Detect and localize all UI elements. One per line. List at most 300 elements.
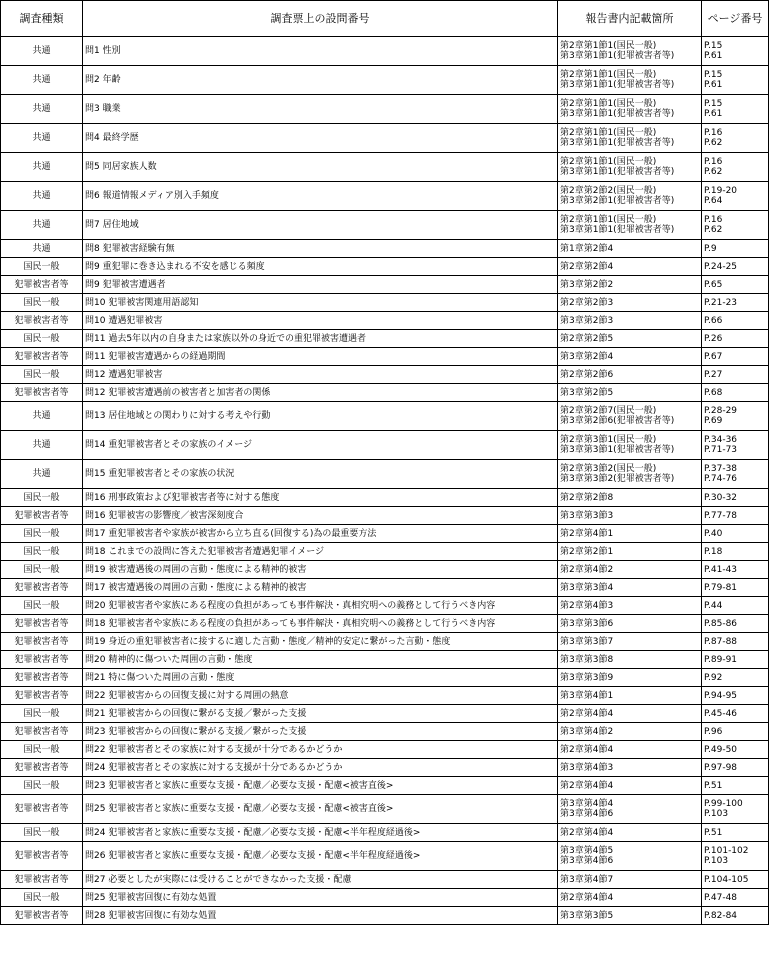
page-line: P.51 bbox=[704, 780, 723, 791]
cell-survey-type: 共通 bbox=[1, 153, 83, 182]
cell-page-number bbox=[702, 889, 769, 907]
table-row bbox=[1, 37, 769, 66]
page-line: P.77-78 bbox=[704, 510, 738, 521]
table-row bbox=[1, 348, 769, 366]
location-line: 第3章第4節3 bbox=[560, 762, 614, 773]
cell-report-location bbox=[558, 507, 702, 525]
cell-report-location bbox=[558, 723, 702, 741]
page-line: P.68 bbox=[704, 387, 723, 398]
location-line: 第2章第1節1(国民一般) bbox=[560, 128, 657, 138]
table-row bbox=[1, 153, 769, 182]
location-line: 第2章第2節5 bbox=[560, 333, 614, 344]
cell-question: 問1 性別 bbox=[83, 37, 558, 66]
table-row bbox=[1, 687, 769, 705]
page-line: P.66 bbox=[704, 315, 723, 326]
cell-report-location bbox=[558, 795, 702, 824]
cell-report-location bbox=[558, 124, 702, 153]
page-line: P.97-98 bbox=[704, 762, 738, 773]
location-line: 第3章第4節6 bbox=[560, 809, 614, 819]
cell-question: 問6 報道情報メディア別入手頻度 bbox=[83, 182, 558, 211]
table-row bbox=[1, 824, 769, 842]
cell-question: 問25 犯罪被害回復に有効な処置 bbox=[83, 889, 558, 907]
cell-page-number bbox=[702, 777, 769, 795]
table-row bbox=[1, 489, 769, 507]
location-line: 第3章第2節2 bbox=[560, 279, 614, 290]
cell-survey-type: 共通 bbox=[1, 211, 83, 240]
page-line: P.15 bbox=[704, 41, 723, 51]
header-report-location: 報告書内記載箇所 bbox=[558, 1, 702, 37]
page-line: P.65 bbox=[704, 279, 723, 290]
cell-page-number bbox=[702, 507, 769, 525]
page-line: P.24-25 bbox=[704, 261, 738, 272]
location-line: 第3章第2節6(犯罪被害者等) bbox=[560, 416, 675, 426]
cell-page-number bbox=[702, 561, 769, 579]
location-line: 第2章第4節4 bbox=[560, 708, 614, 719]
cell-page-number bbox=[702, 431, 769, 460]
cell-survey-type: 国民一般 bbox=[1, 525, 83, 543]
cell-survey-type: 国民一般 bbox=[1, 543, 83, 561]
location-line: 第3章第1節1(犯罪被害者等) bbox=[560, 138, 675, 148]
cell-report-location bbox=[558, 402, 702, 431]
cell-page-number bbox=[702, 907, 769, 925]
cell-report-location bbox=[558, 384, 702, 402]
cell-survey-type: 共通 bbox=[1, 240, 83, 258]
page-line: P.62 bbox=[704, 138, 723, 148]
location-line: 第2章第2節1 bbox=[560, 546, 614, 557]
page-line: P.41-43 bbox=[704, 564, 738, 575]
cell-report-location bbox=[558, 651, 702, 669]
cell-survey-type: 犯罪被害者等 bbox=[1, 507, 83, 525]
cell-report-location bbox=[558, 153, 702, 182]
location-line: 第3章第4節4 bbox=[560, 799, 614, 809]
cell-page-number bbox=[702, 66, 769, 95]
cell-question: 問17 被害遭遇後の周囲の言動・態度による精神的被害 bbox=[83, 579, 558, 597]
cell-question: 問5 同居家族人数 bbox=[83, 153, 558, 182]
page-line: P.74-76 bbox=[704, 474, 738, 484]
cell-survey-type: 犯罪被害者等 bbox=[1, 615, 83, 633]
cell-report-location bbox=[558, 211, 702, 240]
cell-question: 問24 犯罪被害者とその家族に対する支援が十分であるかどうか bbox=[83, 759, 558, 777]
cell-question: 問8 犯罪被害経験有無 bbox=[83, 240, 558, 258]
location-line: 第2章第4節4 bbox=[560, 780, 614, 791]
cell-survey-type: 国民一般 bbox=[1, 258, 83, 276]
location-line: 第2章第4節4 bbox=[560, 827, 614, 838]
cell-report-location bbox=[558, 669, 702, 687]
cell-question: 問20 犯罪被害者や家族にある程度の負担があっても事件解決・真相究明への義務として行うべき内容 bbox=[83, 597, 558, 615]
cell-question: 問10 犯罪被害関連用語認知 bbox=[83, 294, 558, 312]
cell-question: 問16 刑事政策および犯罪被害者等に対する態度 bbox=[83, 489, 558, 507]
page-line: P.69 bbox=[704, 416, 723, 426]
cell-question: 問19 被害遭遇後の周囲の言動・態度による精神的被害 bbox=[83, 561, 558, 579]
cell-question: 問3 職業 bbox=[83, 95, 558, 124]
cell-report-location bbox=[558, 37, 702, 66]
cell-report-location bbox=[558, 312, 702, 330]
cell-survey-type: 犯罪被害者等 bbox=[1, 312, 83, 330]
cell-survey-type: 共通 bbox=[1, 124, 83, 153]
location-line: 第3章第3節9 bbox=[560, 672, 614, 683]
table-row bbox=[1, 182, 769, 211]
page-line: P.89-91 bbox=[704, 654, 738, 665]
cell-survey-type: 国民一般 bbox=[1, 741, 83, 759]
cell-report-location bbox=[558, 66, 702, 95]
cell-question: 問20 精神的に傷ついた周囲の言動・態度 bbox=[83, 651, 558, 669]
page-line: P.99-100 bbox=[704, 799, 743, 809]
cell-report-location bbox=[558, 258, 702, 276]
cell-question: 問23 犯罪被害からの回復に繋がる支援／繋がった支援 bbox=[83, 723, 558, 741]
table-row bbox=[1, 330, 769, 348]
table-row bbox=[1, 741, 769, 759]
page-line: P.18 bbox=[704, 546, 723, 557]
cell-survey-type: 犯罪被害者等 bbox=[1, 669, 83, 687]
cell-question: 問18 犯罪被害者や家族にある程度の負担があっても事件解決・真相究明への義務として行うべき内容 bbox=[83, 615, 558, 633]
cell-report-location bbox=[558, 348, 702, 366]
location-line: 第2章第3節1(国民一般) bbox=[560, 435, 657, 445]
cell-report-location bbox=[558, 460, 702, 489]
location-line: 第3章第3節3 bbox=[560, 510, 614, 521]
cell-question: 問12 遭遇犯罪被害 bbox=[83, 366, 558, 384]
cell-page-number bbox=[702, 741, 769, 759]
cell-report-location bbox=[558, 759, 702, 777]
header-question-number: 調査票上の設問番号 bbox=[83, 1, 558, 37]
location-line: 第2章第2節3 bbox=[560, 297, 614, 308]
location-line: 第3章第2節4 bbox=[560, 351, 614, 362]
table-row bbox=[1, 795, 769, 824]
cell-page-number bbox=[702, 795, 769, 824]
table-row bbox=[1, 507, 769, 525]
header-page-number: ページ番号 bbox=[702, 1, 769, 37]
table-row bbox=[1, 579, 769, 597]
location-line: 第3章第1節1(犯罪被害者等) bbox=[560, 109, 675, 119]
cell-question: 問25 犯罪被害者と家族に重要な支援・配慮／必要な支援・配慮<被害直後> bbox=[83, 795, 558, 824]
location-line: 第3章第3節6 bbox=[560, 618, 614, 629]
cell-question: 問26 犯罪被害者と家族に重要な支援・配慮／必要な支援・配慮<半年程度経過後> bbox=[83, 842, 558, 871]
cell-report-location bbox=[558, 240, 702, 258]
page-line: P.96 bbox=[704, 726, 723, 737]
page-line: P.101-102 bbox=[704, 846, 749, 856]
table-row bbox=[1, 889, 769, 907]
cell-question: 問15 重犯罪被害者とその家族の状況 bbox=[83, 460, 558, 489]
location-line: 第2章第1節1(国民一般) bbox=[560, 70, 657, 80]
page-line: P.45-46 bbox=[704, 708, 738, 719]
header-survey-type: 調査種類 bbox=[1, 1, 83, 37]
table-row bbox=[1, 431, 769, 460]
cell-report-location bbox=[558, 889, 702, 907]
page-line: P.61 bbox=[704, 51, 723, 61]
page-line: P.16 bbox=[704, 215, 723, 225]
table-row bbox=[1, 66, 769, 95]
table-row bbox=[1, 871, 769, 889]
cell-report-location bbox=[558, 525, 702, 543]
page-line: P.92 bbox=[704, 672, 723, 683]
location-line: 第2章第2節8 bbox=[560, 492, 614, 503]
cell-page-number bbox=[702, 366, 769, 384]
cell-report-location bbox=[558, 182, 702, 211]
location-line: 第2章第2節4 bbox=[560, 261, 614, 272]
page-line: P.62 bbox=[704, 225, 723, 235]
cell-survey-type: 犯罪被害者等 bbox=[1, 687, 83, 705]
location-line: 第2章第4節2 bbox=[560, 564, 614, 575]
cell-survey-type: 国民一般 bbox=[1, 330, 83, 348]
location-line: 第3章第3節7 bbox=[560, 636, 614, 647]
cell-survey-type: 国民一般 bbox=[1, 824, 83, 842]
cell-page-number bbox=[702, 543, 769, 561]
cell-report-location bbox=[558, 824, 702, 842]
location-line: 第3章第1節1(犯罪被害者等) bbox=[560, 80, 675, 90]
location-line: 第2章第2節7(国民一般) bbox=[560, 406, 657, 416]
cell-survey-type: 国民一般 bbox=[1, 561, 83, 579]
cell-report-location bbox=[558, 276, 702, 294]
page-line: P.85-86 bbox=[704, 618, 738, 629]
location-line: 第3章第3節2(犯罪被害者等) bbox=[560, 474, 675, 484]
cell-report-location bbox=[558, 597, 702, 615]
table-body bbox=[1, 37, 769, 925]
location-line: 第3章第4節7 bbox=[560, 874, 614, 885]
page-line: P.67 bbox=[704, 351, 723, 362]
cell-page-number bbox=[702, 842, 769, 871]
table-row bbox=[1, 384, 769, 402]
cell-page-number bbox=[702, 312, 769, 330]
page-line: P.62 bbox=[704, 167, 723, 177]
cell-page-number bbox=[702, 276, 769, 294]
table-row bbox=[1, 669, 769, 687]
table-row bbox=[1, 907, 769, 925]
cell-survey-type: 犯罪被害者等 bbox=[1, 348, 83, 366]
page-line: P.44 bbox=[704, 600, 723, 611]
cell-survey-type: 国民一般 bbox=[1, 889, 83, 907]
page-line: P.16 bbox=[704, 157, 723, 167]
cell-report-location bbox=[558, 579, 702, 597]
cell-page-number bbox=[702, 402, 769, 431]
location-line: 第3章第4節2 bbox=[560, 726, 614, 737]
page-line: P.47-48 bbox=[704, 892, 738, 903]
cell-survey-type: 犯罪被害者等 bbox=[1, 759, 83, 777]
cell-question: 問24 犯罪被害者と家族に重要な支援・配慮／必要な支援・配慮<半年程度経過後> bbox=[83, 824, 558, 842]
page-line: P.64 bbox=[704, 196, 723, 206]
table-row bbox=[1, 561, 769, 579]
page-line: P.16 bbox=[704, 128, 723, 138]
location-line: 第3章第3節5 bbox=[560, 910, 614, 921]
location-line: 第3章第2節1(犯罪被害者等) bbox=[560, 196, 675, 206]
page-line: P.94-95 bbox=[704, 690, 738, 701]
cell-question: 問19 身近の重犯罪被害者に接するに適した言動・態度／精神的安定に繋がった言動・態度 bbox=[83, 633, 558, 651]
cell-survey-type: 共通 bbox=[1, 37, 83, 66]
location-line: 第3章第4節1 bbox=[560, 690, 614, 701]
cell-question: 問27 必要としたが実際には受けることができなかった支援・配慮 bbox=[83, 871, 558, 889]
page-line: P.103 bbox=[704, 809, 729, 819]
cell-page-number bbox=[702, 597, 769, 615]
table-header-row bbox=[1, 1, 769, 37]
cell-survey-type: 犯罪被害者等 bbox=[1, 871, 83, 889]
page-line: P.15 bbox=[704, 70, 723, 80]
cell-survey-type: 共通 bbox=[1, 66, 83, 95]
cell-page-number bbox=[702, 651, 769, 669]
location-line: 第2章第1節1(国民一般) bbox=[560, 41, 657, 51]
cell-question: 問13 居住地域との関わりに対する考えや行動 bbox=[83, 402, 558, 431]
cell-page-number bbox=[702, 37, 769, 66]
cell-page-number bbox=[702, 871, 769, 889]
cell-question: 問11 犯罪被害遭遇からの経過期間 bbox=[83, 348, 558, 366]
location-line: 第3章第4節6 bbox=[560, 856, 614, 866]
table-row bbox=[1, 842, 769, 871]
location-line: 第2章第2節6 bbox=[560, 369, 614, 380]
table-row bbox=[1, 597, 769, 615]
location-line: 第2章第4節4 bbox=[560, 892, 614, 903]
page-line: P.21-23 bbox=[704, 297, 738, 308]
cell-page-number bbox=[702, 669, 769, 687]
cell-page-number bbox=[702, 705, 769, 723]
location-line: 第3章第4節5 bbox=[560, 846, 614, 856]
location-line: 第3章第1節1(犯罪被害者等) bbox=[560, 225, 675, 235]
cell-question: 問2 年齢 bbox=[83, 66, 558, 95]
cell-page-number bbox=[702, 460, 769, 489]
cell-survey-type: 犯罪被害者等 bbox=[1, 579, 83, 597]
table-row bbox=[1, 723, 769, 741]
location-line: 第3章第1節1(犯罪被害者等) bbox=[560, 51, 675, 61]
table-row bbox=[1, 460, 769, 489]
cell-report-location bbox=[558, 561, 702, 579]
cell-survey-type: 共通 bbox=[1, 460, 83, 489]
table-row bbox=[1, 240, 769, 258]
cell-report-location bbox=[558, 489, 702, 507]
page-line: P.19-20 bbox=[704, 186, 738, 196]
table-row bbox=[1, 543, 769, 561]
cell-question: 問14 重犯罪被害者とその家族のイメージ bbox=[83, 431, 558, 460]
page-line: P.34-36 bbox=[704, 435, 738, 445]
table-row bbox=[1, 402, 769, 431]
cell-page-number bbox=[702, 182, 769, 211]
page-line: P.103 bbox=[704, 856, 729, 866]
table-row bbox=[1, 705, 769, 723]
cell-page-number bbox=[702, 348, 769, 366]
table-row bbox=[1, 759, 769, 777]
cell-question: 問11 過去5年以内の自身または家族以外の身近での重犯罪被害遭遇者 bbox=[83, 330, 558, 348]
cell-report-location bbox=[558, 431, 702, 460]
page-line: P.15 bbox=[704, 99, 723, 109]
cell-page-number bbox=[702, 153, 769, 182]
cell-page-number bbox=[702, 240, 769, 258]
cell-page-number bbox=[702, 211, 769, 240]
table-row bbox=[1, 525, 769, 543]
cell-question: 問9 重犯罪に巻き込まれる不安を感じる頻度 bbox=[83, 258, 558, 276]
page-line: P.51 bbox=[704, 827, 723, 838]
location-line: 第2章第1節1(国民一般) bbox=[560, 157, 657, 167]
cell-survey-type: 国民一般 bbox=[1, 294, 83, 312]
cell-page-number bbox=[702, 633, 769, 651]
cell-report-location bbox=[558, 330, 702, 348]
cell-page-number bbox=[702, 124, 769, 153]
cell-survey-type: 共通 bbox=[1, 95, 83, 124]
cell-report-location bbox=[558, 777, 702, 795]
cell-survey-type: 犯罪被害者等 bbox=[1, 907, 83, 925]
table-row bbox=[1, 312, 769, 330]
cell-report-location bbox=[558, 705, 702, 723]
cell-survey-type: 共通 bbox=[1, 182, 83, 211]
cell-survey-type: 犯罪被害者等 bbox=[1, 651, 83, 669]
cell-survey-type: 犯罪被害者等 bbox=[1, 633, 83, 651]
cell-question: 問12 犯罪被害遭遇前の被害者と加害者の関係 bbox=[83, 384, 558, 402]
cell-report-location bbox=[558, 687, 702, 705]
cell-page-number bbox=[702, 579, 769, 597]
cell-report-location bbox=[558, 741, 702, 759]
cell-survey-type: 犯罪被害者等 bbox=[1, 276, 83, 294]
cell-question: 問21 犯罪被害からの回復に繋がる支援／繋がった支援 bbox=[83, 705, 558, 723]
cell-survey-type: 犯罪被害者等 bbox=[1, 842, 83, 871]
page-line: P.30-32 bbox=[704, 492, 738, 503]
page-line: P.71-73 bbox=[704, 445, 738, 455]
cell-report-location bbox=[558, 633, 702, 651]
cell-report-location bbox=[558, 615, 702, 633]
cell-question: 問28 犯罪被害回復に有効な処置 bbox=[83, 907, 558, 925]
cell-survey-type: 国民一般 bbox=[1, 777, 83, 795]
location-line: 第2章第4節1 bbox=[560, 528, 614, 539]
cell-survey-type: 国民一般 bbox=[1, 489, 83, 507]
table-row bbox=[1, 651, 769, 669]
cell-survey-type: 共通 bbox=[1, 431, 83, 460]
location-line: 第3章第3節1(犯罪被害者等) bbox=[560, 445, 675, 455]
cell-survey-type: 国民一般 bbox=[1, 366, 83, 384]
table-row bbox=[1, 366, 769, 384]
page-line: P.9 bbox=[704, 243, 717, 254]
cell-page-number bbox=[702, 723, 769, 741]
table-row bbox=[1, 211, 769, 240]
cell-question: 問7 居住地域 bbox=[83, 211, 558, 240]
cell-survey-type: 国民一般 bbox=[1, 597, 83, 615]
cell-page-number bbox=[702, 687, 769, 705]
location-line: 第2章第4節3 bbox=[560, 600, 614, 611]
cell-survey-type: 犯罪被害者等 bbox=[1, 795, 83, 824]
page-line: P.61 bbox=[704, 109, 723, 119]
page-line: P.27 bbox=[704, 369, 723, 380]
cell-question: 問4 最終学歴 bbox=[83, 124, 558, 153]
location-line: 第3章第2節3 bbox=[560, 315, 614, 326]
cell-page-number bbox=[702, 489, 769, 507]
cell-page-number bbox=[702, 294, 769, 312]
location-line: 第1章第2節4 bbox=[560, 243, 614, 254]
table-row bbox=[1, 95, 769, 124]
cell-report-location bbox=[558, 907, 702, 925]
location-line: 第2章第1節1(国民一般) bbox=[560, 215, 657, 225]
page-line: P.79-81 bbox=[704, 582, 738, 593]
table-row bbox=[1, 276, 769, 294]
cell-report-location bbox=[558, 294, 702, 312]
location-line: 第2章第4節4 bbox=[560, 744, 614, 755]
cell-question: 問9 犯罪被害遭遇者 bbox=[83, 276, 558, 294]
cell-question: 問18 これまでの設問に答えた犯罪被害者遭遇犯罪イメージ bbox=[83, 543, 558, 561]
cell-page-number bbox=[702, 759, 769, 777]
cell-survey-type: 共通 bbox=[1, 402, 83, 431]
cell-question: 問21 特に傷ついた周囲の言動・態度 bbox=[83, 669, 558, 687]
cell-page-number bbox=[702, 615, 769, 633]
page-line: P.87-88 bbox=[704, 636, 738, 647]
cell-report-location bbox=[558, 366, 702, 384]
page-line: P.82-84 bbox=[704, 910, 738, 921]
table-row bbox=[1, 633, 769, 651]
cell-page-number bbox=[702, 95, 769, 124]
location-line: 第3章第3節8 bbox=[560, 654, 614, 665]
page-line: P.40 bbox=[704, 528, 723, 539]
location-line: 第3章第2節5 bbox=[560, 387, 614, 398]
cell-report-location bbox=[558, 543, 702, 561]
cell-survey-type: 国民一般 bbox=[1, 705, 83, 723]
cell-report-location bbox=[558, 95, 702, 124]
cell-report-location bbox=[558, 871, 702, 889]
cell-page-number bbox=[702, 824, 769, 842]
page-line: P.37-38 bbox=[704, 464, 738, 474]
location-line: 第2章第2節2(国民一般) bbox=[560, 186, 657, 196]
location-line: 第3章第3節4 bbox=[560, 582, 614, 593]
page-line: P.49-50 bbox=[704, 744, 738, 755]
cell-question: 問22 犯罪被害からの回復支援に対する周囲の熱意 bbox=[83, 687, 558, 705]
